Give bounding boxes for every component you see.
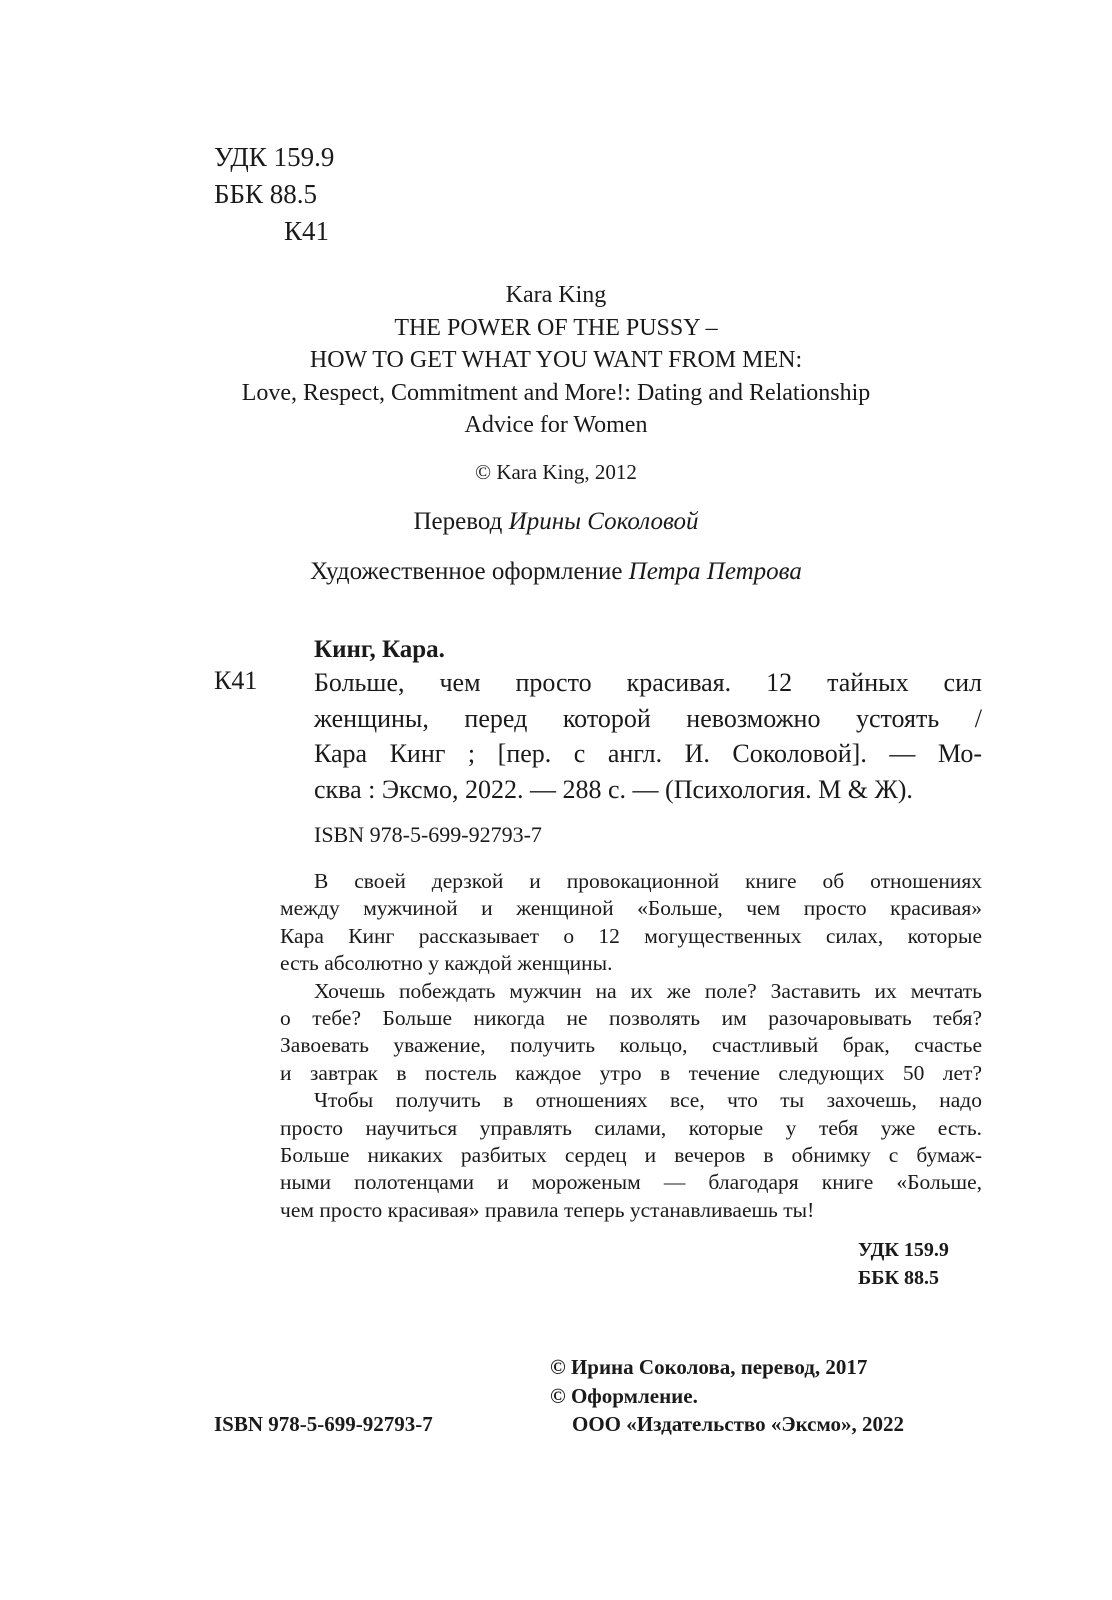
annotation-line: просто научиться управлять силами, которые у тебя уже есть.: [280, 1115, 982, 1140]
bbk-code: ББК 88.5: [214, 179, 318, 209]
translator-name: Ирины Соколовой: [508, 508, 699, 535]
classification-codes: [214, 139, 334, 250]
bibliographic-description: [314, 665, 982, 807]
design-copyright: © Оформление.: [550, 1383, 698, 1408]
annotation-line: о тебе? Больше никогда не позволять им разочаровывать тебя?: [280, 1005, 982, 1030]
annotation-line: Кара Кинг рассказывает о 12 могущественных силах, которые: [280, 923, 982, 948]
description-line: женщины, перед которой невозможно устоять /: [314, 703, 982, 733]
design-credit: [0, 558, 1112, 586]
record-code: К41: [214, 666, 258, 695]
author-heading: Кинг, Кара.: [314, 636, 445, 663]
design-label: Художественное оформление: [310, 558, 629, 585]
copyright-block: [550, 1353, 904, 1439]
annotation-line: Больше никаких разбитых сердец и вечеров в обнимку с бумаж-: [280, 1142, 982, 1167]
annotation-line: Завоевать уважение, получить кольцо, счастливый брак, счастье: [280, 1033, 982, 1058]
annotation-line: между мужчиной и женщиной «Больше, чем просто красивая»: [280, 896, 982, 921]
original-title-line: Love, Respect, Commitment and More!: Dating and Relationship: [241, 379, 871, 406]
original-title-line: THE POWER OF THE PUSSY –: [394, 314, 718, 341]
original-copyright: © Kara King, 2012: [475, 460, 637, 484]
udk-code: УДК 159.9: [858, 1239, 949, 1261]
bbk-code: ББК 88.5: [858, 1267, 939, 1289]
annotation-line: Хочешь побеждать мужчин на их же поле? Заставить их мечтать: [314, 978, 982, 1003]
description-line: Кара Кинг ; [пер. с англ. И. Соколовой]. — Мо-: [314, 739, 982, 768]
designer-name: Петра Петрова: [628, 558, 802, 585]
translation-label: Перевод: [413, 508, 509, 535]
annotation-line: и завтрак в постель каждое утро в течение следующих 50 лет?: [280, 1060, 982, 1085]
classification-codes-right: [820, 1236, 982, 1292]
translation-credit: [0, 508, 1112, 536]
annotation-line: чем просто красивая» правила теперь устанавливаешь ты!: [280, 1197, 815, 1222]
original-author: Kara King: [505, 282, 607, 308]
author-mark: К41: [284, 216, 330, 246]
footer-isbn: ISBN 978-5-699-92793-7: [214, 1412, 433, 1436]
annotation: [280, 868, 982, 1224]
publisher-copyright: ООО «Издательство «Эксмо», 2022: [572, 1412, 905, 1436]
original-edition-block: [0, 279, 1112, 442]
original-title-line: HOW TO GET WHAT YOU WANT FROM MEN:: [309, 347, 803, 373]
original-title-line: Advice for Women: [464, 412, 648, 438]
annotation-line: ными полотенцами и мороженым — благодаря книге «Больше,: [280, 1170, 982, 1195]
translation-copyright: © Ирина Соколова, перевод, 2017: [550, 1355, 868, 1379]
udk-code: УДК 159.9: [214, 142, 335, 172]
annotation-line: есть абсолютно у каждой женщины.: [280, 951, 613, 976]
description-line: Больше, чем просто красивая. 12 тайных сил: [314, 668, 982, 697]
record-isbn: ISBN 978-5-699-92793-7: [314, 822, 542, 847]
description-line: сква : Эксмо, 2022. — 288 с. — (Психология. М & Ж).: [314, 774, 913, 804]
annotation-line: В своей дерзкой и провокационной книге об отношениях: [314, 869, 982, 893]
annotation-line: Чтобы получить в отношениях все, что ты захочешь, надо: [314, 1088, 982, 1113]
